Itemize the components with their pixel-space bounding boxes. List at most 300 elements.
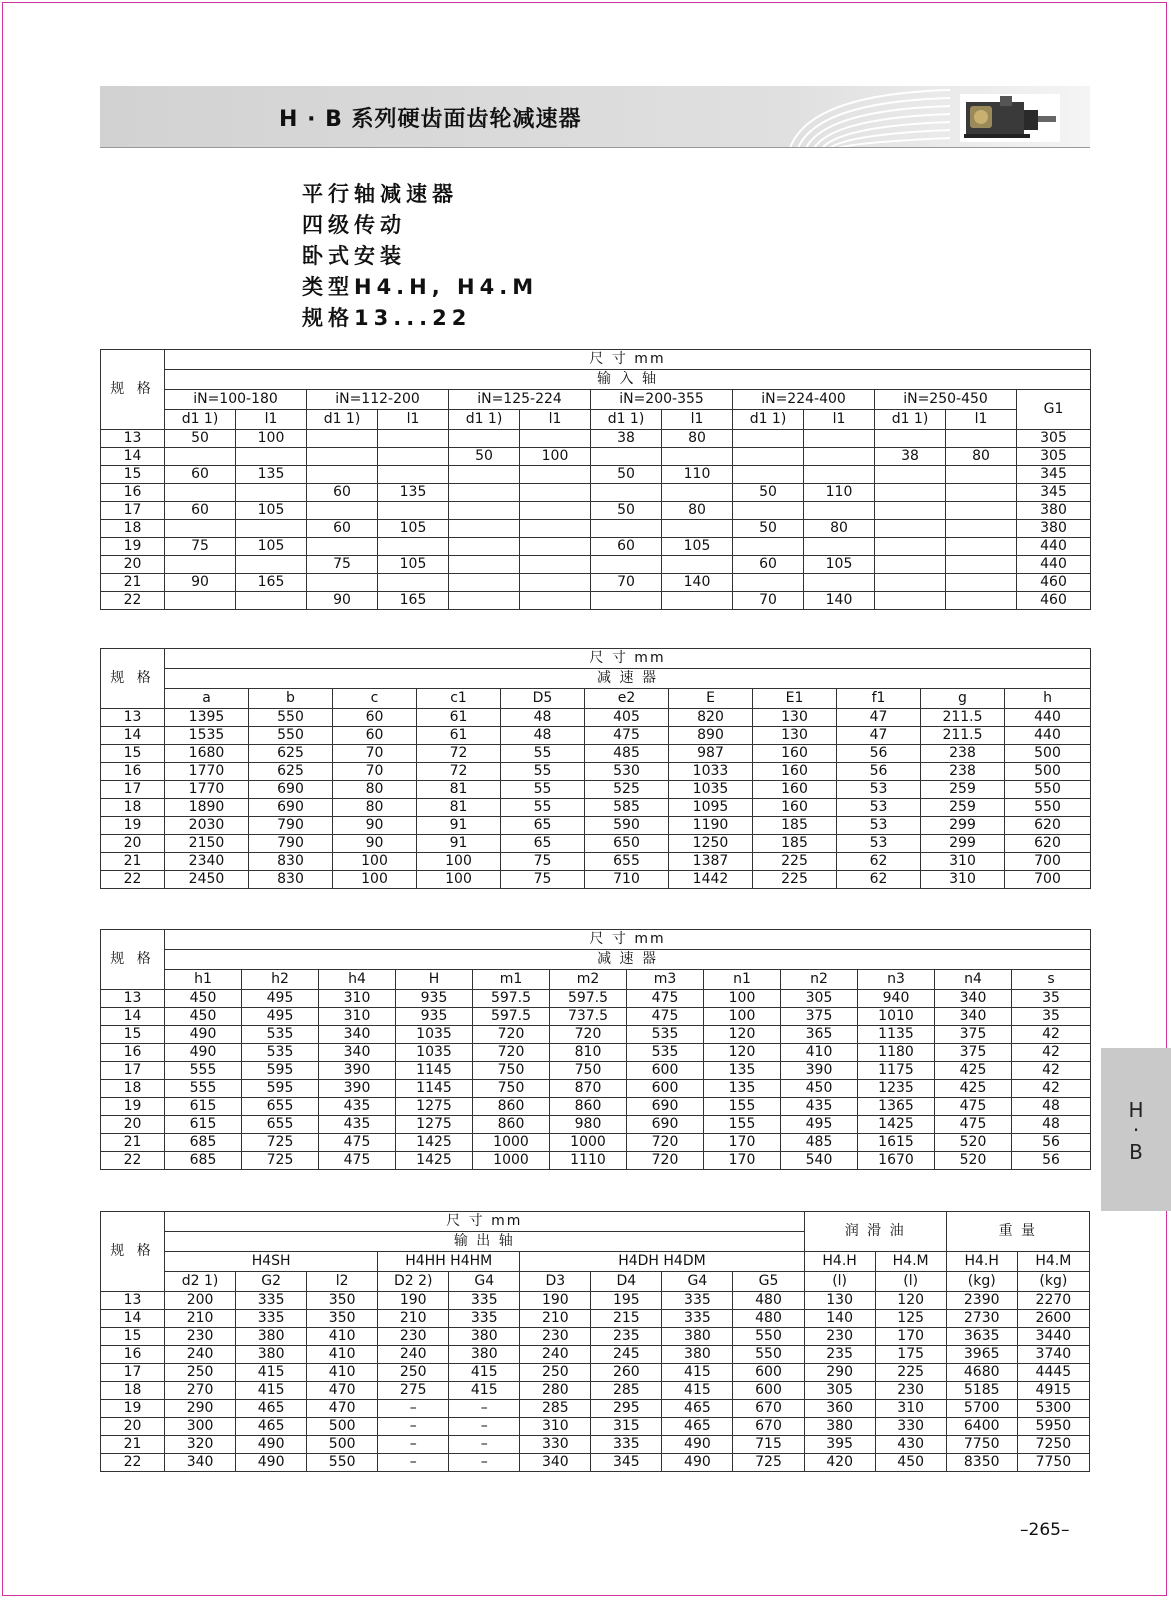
table-cell	[662, 592, 733, 610]
spec-cell: 21	[101, 1436, 165, 1454]
table-cell: 555	[165, 1080, 242, 1098]
table-cell: 450	[165, 1008, 242, 1026]
table-cell: 165	[236, 574, 307, 592]
table-cell: 225	[753, 871, 837, 889]
table-cell: 290	[804, 1364, 875, 1382]
table-cell: 310	[921, 871, 1005, 889]
table-cell: 2150	[165, 835, 249, 853]
table-cell: 1000	[550, 1134, 627, 1152]
table-cell: 720	[473, 1044, 550, 1062]
spec-header: 规 格	[101, 930, 165, 990]
table-cell: 450	[165, 990, 242, 1008]
d1-header: d1 1)	[591, 410, 662, 430]
table-cell: 500	[1005, 763, 1091, 781]
table-cell: 285	[591, 1382, 662, 1400]
table-cell: 140	[662, 574, 733, 592]
table-cell	[520, 538, 591, 556]
table-cell: 65	[501, 817, 585, 835]
table-cell: 110	[804, 484, 875, 502]
table-cell: 2270	[1017, 1292, 1089, 1310]
table-cell: 310	[319, 1008, 396, 1026]
table-cell: 275	[378, 1382, 449, 1400]
table-cell: 80	[946, 448, 1017, 466]
table-cell: 100	[417, 871, 501, 889]
table-cell: 550	[307, 1454, 378, 1472]
column-header: D5	[501, 689, 585, 709]
table-cell: 135	[704, 1062, 781, 1080]
table-cell: 435	[319, 1098, 396, 1116]
table-cell: 105	[236, 502, 307, 520]
table-cell: 465	[662, 1400, 733, 1418]
table-cell: 62	[837, 853, 921, 871]
table-cell	[378, 502, 449, 520]
table-cell: 130	[753, 727, 837, 745]
table-cell: 8350	[946, 1454, 1017, 1472]
table-cell: 345	[1017, 466, 1091, 484]
table-cell	[804, 448, 875, 466]
table-cell: 195	[591, 1292, 662, 1310]
l1-header: l1	[520, 410, 591, 430]
table-cell	[733, 448, 804, 466]
table-cell: 190	[520, 1292, 591, 1310]
table-cell: 70	[591, 574, 662, 592]
header-decoration	[780, 86, 950, 148]
table-cell: 7750	[1017, 1454, 1089, 1472]
reducer-header: 减 速 器	[165, 950, 1091, 970]
table-cell: 410	[307, 1346, 378, 1364]
table-cell: 830	[249, 853, 333, 871]
table-row	[101, 556, 1091, 574]
table-cell: 60	[307, 484, 378, 502]
spec-cell: 19	[101, 1400, 165, 1418]
table-cell: 470	[307, 1400, 378, 1418]
table-cell: 55	[501, 763, 585, 781]
side-tab-dot: ·	[1132, 1118, 1140, 1142]
ratio-group-header: iN=100-180	[165, 390, 307, 410]
table-cell: 5950	[1017, 1418, 1089, 1436]
spec-cell: 22	[101, 1152, 165, 1170]
table-cell: 250	[378, 1364, 449, 1382]
table-cell: 550	[249, 727, 333, 745]
spec-cell: 15	[101, 466, 165, 484]
table-cell: 335	[662, 1310, 733, 1328]
table-cell: 42	[1012, 1044, 1091, 1062]
table-cell	[449, 502, 520, 520]
column-header: n4	[935, 970, 1012, 990]
table-cell: 50	[165, 430, 236, 448]
spec-cell: 17	[101, 781, 165, 799]
table-row	[101, 1098, 1091, 1116]
table-cell	[875, 592, 946, 610]
dimension-header: 尺 寸 mm	[165, 350, 1091, 370]
table-cell: 380	[449, 1328, 520, 1346]
table-cell	[875, 430, 946, 448]
table-cell: 6400	[946, 1418, 1017, 1436]
table-cell	[804, 502, 875, 520]
table-cell: 335	[591, 1436, 662, 1454]
column-header: d2 1)	[165, 1272, 236, 1292]
table-cell: 415	[236, 1382, 307, 1400]
d1-header: d1 1)	[875, 410, 946, 430]
table-cell: 75	[307, 556, 378, 574]
table-cell: 380	[1017, 502, 1091, 520]
table-cell: 190	[378, 1292, 449, 1310]
table-cell: 50	[733, 520, 804, 538]
table-cell: 4445	[1017, 1364, 1089, 1382]
table-cell: 53	[837, 799, 921, 817]
table-cell: 211.5	[921, 727, 1005, 745]
table-cell: 310	[520, 1418, 591, 1436]
spec-header: 规 格	[101, 649, 165, 709]
table-cell: 60	[733, 556, 804, 574]
l1-header: l1	[236, 410, 307, 430]
table-cell	[449, 430, 520, 448]
column-header: D4	[591, 1272, 662, 1292]
table-cell: 4915	[1017, 1382, 1089, 1400]
table-cell: 48	[1012, 1098, 1091, 1116]
spec-cell: 18	[101, 1382, 165, 1400]
table-cell: –	[449, 1436, 520, 1454]
spec-cell: 13	[101, 709, 165, 727]
table-cell	[236, 520, 307, 538]
table-cell: 47	[837, 709, 921, 727]
table-cell: 340	[319, 1026, 396, 1044]
spec-cell: 19	[101, 1098, 165, 1116]
table-cell: 365	[781, 1026, 858, 1044]
table-cell: 597.5	[473, 990, 550, 1008]
table-cell: 380	[662, 1328, 733, 1346]
table-cell: 860	[473, 1116, 550, 1134]
table-cell: 105	[378, 520, 449, 538]
table-cell: 820	[669, 709, 753, 727]
table-cell: 42	[1012, 1062, 1091, 1080]
table-cell: 100	[333, 871, 417, 889]
dimension-header: 尺 寸 mm	[165, 649, 1091, 669]
table-cell: 690	[249, 799, 333, 817]
table-cell: 62	[837, 871, 921, 889]
table-cell	[946, 556, 1017, 574]
table-row	[101, 1436, 1090, 1454]
table-cell: 490	[165, 1044, 242, 1062]
column-header: h	[1005, 689, 1091, 709]
table-cell: 55	[501, 745, 585, 763]
table-cell: 500	[1005, 745, 1091, 763]
table-cell	[165, 556, 236, 574]
table-cell: 1425	[858, 1116, 935, 1134]
table-cell: 1615	[858, 1134, 935, 1152]
table-cell: 185	[753, 835, 837, 853]
table-cell: 345	[591, 1454, 662, 1472]
table-cell	[520, 502, 591, 520]
table-cell: 750	[550, 1062, 627, 1080]
table-cell: 390	[781, 1062, 858, 1080]
table-cell: 440	[1005, 727, 1091, 745]
table-cell: 2340	[165, 853, 249, 871]
table-cell: 280	[520, 1382, 591, 1400]
table-cell: 720	[627, 1152, 704, 1170]
table-cell: 1000	[473, 1134, 550, 1152]
table-cell: 3965	[946, 1346, 1017, 1364]
table-cell: 670	[733, 1400, 804, 1418]
table-cell: 335	[449, 1310, 520, 1328]
table-cell: 1000	[473, 1152, 550, 1170]
table-cell: 130	[804, 1292, 875, 1310]
table-cell: 230	[520, 1328, 591, 1346]
subtitle-line: 四级传动	[302, 213, 406, 237]
table-cell	[165, 520, 236, 538]
table-cell	[662, 448, 733, 466]
column-header: l2	[307, 1272, 378, 1292]
table-cell: 238	[921, 763, 1005, 781]
spec-cell: 15	[101, 745, 165, 763]
table-cell: 700	[1005, 853, 1091, 871]
table-cell: 35	[1012, 990, 1091, 1008]
table-cell: 535	[242, 1026, 319, 1044]
column-header: G5	[733, 1272, 804, 1292]
table-cell: 520	[935, 1152, 1012, 1170]
table-cell	[449, 484, 520, 502]
table-cell: 7750	[946, 1436, 1017, 1454]
table-cell: 415	[449, 1382, 520, 1400]
table-cell: 750	[473, 1062, 550, 1080]
spec-cell: 17	[101, 1062, 165, 1080]
column-header: G4	[662, 1272, 733, 1292]
table-cell	[520, 484, 591, 502]
table-cell	[946, 520, 1017, 538]
table-cell: 690	[627, 1098, 704, 1116]
header-rule	[100, 147, 1090, 148]
table-cell: 135	[236, 466, 307, 484]
column-header: n3	[858, 970, 935, 990]
table-cell	[520, 430, 591, 448]
table-cell: 48	[501, 709, 585, 727]
table-cell: 135	[378, 484, 449, 502]
table-cell: 310	[319, 990, 396, 1008]
table-cell: 620	[1005, 817, 1091, 835]
spec-cell: 18	[101, 1080, 165, 1098]
table-cell: 475	[319, 1152, 396, 1170]
dimension-header: 尺 寸 mm	[165, 1212, 805, 1232]
table-cell	[591, 448, 662, 466]
spec-cell: 20	[101, 835, 165, 853]
table-cell: 615	[165, 1116, 242, 1134]
table-cell: 53	[837, 835, 921, 853]
table-cell: 655	[585, 853, 669, 871]
table-cell: 725	[242, 1152, 319, 1170]
table-cell: 380	[236, 1328, 307, 1346]
table-cell: 480	[733, 1292, 804, 1310]
table-cell: 230	[165, 1328, 236, 1346]
table-cell: 42	[1012, 1026, 1091, 1044]
table-cell	[662, 520, 733, 538]
table-cell: 48	[501, 727, 585, 745]
table-cell: 440	[1017, 538, 1091, 556]
spec-cell: 17	[101, 1364, 165, 1382]
table-cell	[378, 574, 449, 592]
table-cell: 1035	[396, 1044, 473, 1062]
table-cell: 7250	[1017, 1436, 1089, 1454]
column-header: a	[165, 689, 249, 709]
table-cell	[946, 574, 1017, 592]
table-cell: 1175	[858, 1062, 935, 1080]
table-cell: 91	[417, 835, 501, 853]
table-cell: 470	[307, 1382, 378, 1400]
table-cell: 475	[627, 990, 704, 1008]
table-row	[101, 1292, 1090, 1310]
table-cell: 259	[921, 799, 1005, 817]
table-row	[101, 574, 1091, 592]
spec-cell: 14	[101, 1008, 165, 1026]
column-header: (kg)	[946, 1272, 1017, 1292]
column-header: G4	[449, 1272, 520, 1292]
table-row	[101, 727, 1091, 745]
table-cell: 60	[591, 538, 662, 556]
table-cell: 420	[804, 1454, 875, 1472]
table-cell: 50	[591, 502, 662, 520]
table-cell: 690	[249, 781, 333, 799]
table-cell: 490	[662, 1436, 733, 1454]
table-cell: 120	[704, 1026, 781, 1044]
spec-cell: 21	[101, 853, 165, 871]
table-cell: 435	[781, 1098, 858, 1116]
table-cell: 70	[333, 745, 417, 763]
table-cell: 690	[627, 1116, 704, 1134]
table-cell	[449, 574, 520, 592]
table-cell: 5300	[1017, 1400, 1089, 1418]
table-cell: 375	[935, 1044, 1012, 1062]
table-cell: 38	[875, 448, 946, 466]
table-cell: 250	[520, 1364, 591, 1382]
table-cell: 465	[236, 1400, 307, 1418]
table-cell: 540	[781, 1152, 858, 1170]
table-cell: 597.5	[550, 990, 627, 1008]
type-group-header: H4.M	[1017, 1252, 1089, 1272]
table-cell: –	[449, 1418, 520, 1436]
dimension-header: 尺 寸 mm	[165, 930, 1091, 950]
table-cell: 160	[753, 781, 837, 799]
table-cell: 235	[591, 1328, 662, 1346]
table-cell: –	[378, 1436, 449, 1454]
table-cell: 340	[319, 1044, 396, 1062]
table-cell: 870	[550, 1080, 627, 1098]
table-cell: 80	[333, 781, 417, 799]
table-cell: 460	[1017, 574, 1091, 592]
table-row	[101, 1152, 1091, 1170]
table-cell: 160	[753, 763, 837, 781]
table-row	[101, 1328, 1090, 1346]
table-cell: 550	[1005, 799, 1091, 817]
table-cell: 480	[733, 1310, 804, 1328]
table-cell	[946, 466, 1017, 484]
table-cell: 1145	[396, 1062, 473, 1080]
table-cell: 500	[307, 1418, 378, 1436]
table-cell: 160	[753, 745, 837, 763]
side-tab-letter: B	[1129, 1140, 1143, 1164]
table-cell	[733, 538, 804, 556]
table-cell: 340	[165, 1454, 236, 1472]
table-cell	[520, 466, 591, 484]
column-header: s	[1012, 970, 1091, 990]
table-cell: 305	[781, 990, 858, 1008]
table-cell	[165, 448, 236, 466]
table-cell	[520, 574, 591, 592]
table-cell: 60	[333, 709, 417, 727]
table-cell: 335	[236, 1292, 307, 1310]
table-cell: 48	[1012, 1116, 1091, 1134]
table-cell: 590	[585, 817, 669, 835]
table-row	[101, 1116, 1091, 1134]
table-cell: 1770	[165, 781, 249, 799]
table-cell	[165, 484, 236, 502]
table-cell: 240	[520, 1346, 591, 1364]
table-cell: 170	[704, 1134, 781, 1152]
table-cell	[733, 574, 804, 592]
table-row	[101, 1382, 1090, 1400]
table-cell	[875, 484, 946, 502]
table-cell	[804, 430, 875, 448]
table-cell: 1535	[165, 727, 249, 745]
subtitle-line: 卧式安装	[302, 244, 406, 268]
table-cell: 305	[1017, 430, 1091, 448]
table-cell: 3440	[1017, 1328, 1089, 1346]
table-cell: 330	[875, 1418, 946, 1436]
table-cell: 450	[781, 1080, 858, 1098]
output-shaft-header: 输 出 轴	[165, 1232, 805, 1252]
table-cell: 460	[1017, 592, 1091, 610]
table-cell: 415	[662, 1364, 733, 1382]
table-cell: 259	[921, 781, 1005, 799]
table-cell: 715	[733, 1436, 804, 1454]
table-cell: 1425	[396, 1152, 473, 1170]
column-header: G2	[236, 1272, 307, 1292]
table-cell: 185	[753, 817, 837, 835]
table-cell: 61	[417, 727, 501, 745]
table-cell	[307, 574, 378, 592]
table-cell: –	[378, 1400, 449, 1418]
table-cell: 1033	[669, 763, 753, 781]
table-cell: 80	[662, 502, 733, 520]
subtitle-line: 类型H4.H, H4.M	[302, 275, 539, 299]
table-cell: 1395	[165, 709, 249, 727]
table-cell: 70	[333, 763, 417, 781]
table-cell: 600	[733, 1382, 804, 1400]
table-cell: 1135	[858, 1026, 935, 1044]
table-row	[101, 592, 1091, 610]
column-header: b	[249, 689, 333, 709]
column-header: h2	[242, 970, 319, 990]
spec-cell: 18	[101, 799, 165, 817]
table-cell: 495	[781, 1116, 858, 1134]
table-cell	[591, 592, 662, 610]
table-cell	[236, 448, 307, 466]
type-group-header: H4DH H4DM	[520, 1252, 804, 1272]
table-cell	[520, 556, 591, 574]
table-cell	[307, 430, 378, 448]
table-cell: 165	[378, 592, 449, 610]
table-cell: 81	[417, 799, 501, 817]
table-cell	[875, 574, 946, 592]
table-cell	[449, 520, 520, 538]
table-cell	[946, 538, 1017, 556]
table-cell: 390	[319, 1080, 396, 1098]
table-cell: 595	[242, 1080, 319, 1098]
table-cell: 625	[249, 745, 333, 763]
d1-header: d1 1)	[307, 410, 378, 430]
table-cell: 720	[473, 1026, 550, 1044]
spec-cell: 19	[101, 817, 165, 835]
table-cell	[449, 556, 520, 574]
table-row	[101, 709, 1091, 727]
